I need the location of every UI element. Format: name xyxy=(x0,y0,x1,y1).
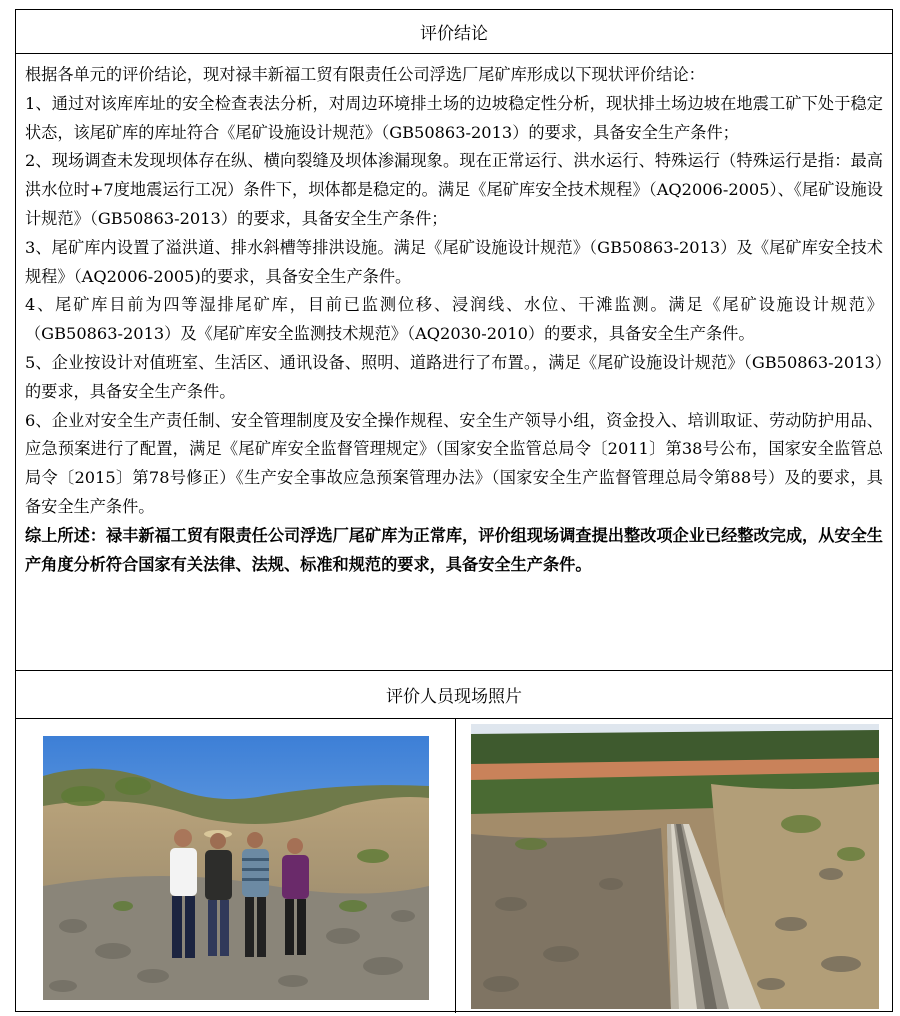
divider xyxy=(16,670,892,671)
drainage-channel-photo xyxy=(471,724,879,1009)
item-1: 1、通过对该库库址的安全检查表法分析，对周边环境排土场的边坡稳定性分析，现状排土场边坡在地震工矿下处于稳定状态，该尾矿库的库址符合《尾矿设施设计规范》（GB50863-2013）的要求，具备安全生产条件； xyxy=(25,93,883,142)
section-title: 评价结论 xyxy=(420,24,488,44)
conclusion-body xyxy=(25,61,883,579)
divider xyxy=(16,53,892,54)
summary-paragraph: 综上所述：禄丰新福工贸有限责任公司浮选厂尾矿库为正常库，评价组现场调查提出整改项企业已经整改完成，从安全生产角度分析符合国家有关法律、法规、标准和规范的要求，具备安全生产条件。 xyxy=(25,525,883,574)
photos-title: 评价人员现场照片 xyxy=(386,687,522,707)
intro-paragraph: 根据各单元的评价结论，现对禄丰新福工贸有限责任公司浮选厂尾矿库形成以下现状评价结论： xyxy=(25,65,705,84)
evaluation-table xyxy=(15,9,893,1012)
item-2: 2、现场调查未发现坝体存在纵、横向裂缝及坝体渗漏现象。现在正常运行、洪水运行、特殊运行（特殊运行是指：最高洪水位时+7度地震运行工况）条件下，坝体都是稳定的。满足《尾矿库安全技术规程》（AQ2006-2005）、《尾矿设施设计规范》（GB50863-2013）的要求，具备安全生产条件； xyxy=(25,151,883,228)
divider xyxy=(16,718,892,719)
item-6: 6、企业对安全生产责任制、安全管理制度及安全操作规程、安全生产领导小组，资金投入、培训取证、劳动防护用品、应急预案进行了配置，满足《尾矿库安全监督管理规定》（国家安全监管总局令〔2011〕第38号公布，国家安全监管总局令〔2015〕第78号修正）《生产安全事故应急预案管理办法》（国家安全生产监督管理总局令第88号）及的要求，具备安全生产条件。 xyxy=(25,410,883,516)
item-4: 4、尾矿库目前为四等湿排尾矿库，目前已监测位移、浸润线、水位、干滩监测。满足《尾矿设施设计规范》（GB50863-2013）及《尾矿库安全监测技术规范》（AQ2030-2010）的要求，具备安全生产条件。 xyxy=(25,295,883,344)
people-on-hillside-photo xyxy=(43,736,429,1000)
item-3: 3、尾矿库内设置了溢洪道、排水斜槽等排洪设施。满足《尾矿设施设计规范》（GB50863-2013）及《尾矿库安全技术规程》（AQ2006-2005)的要求，具备安全生产条件。 xyxy=(25,237,883,286)
item-5: 5、企业按设计对值班室、生活区、通讯设备、照明、道路进行了布置。，满足《尾矿设施设计规范》（GB50863-2013）的要求，具备安全生产条件。 xyxy=(25,352,883,401)
photo-divider xyxy=(455,718,456,1013)
